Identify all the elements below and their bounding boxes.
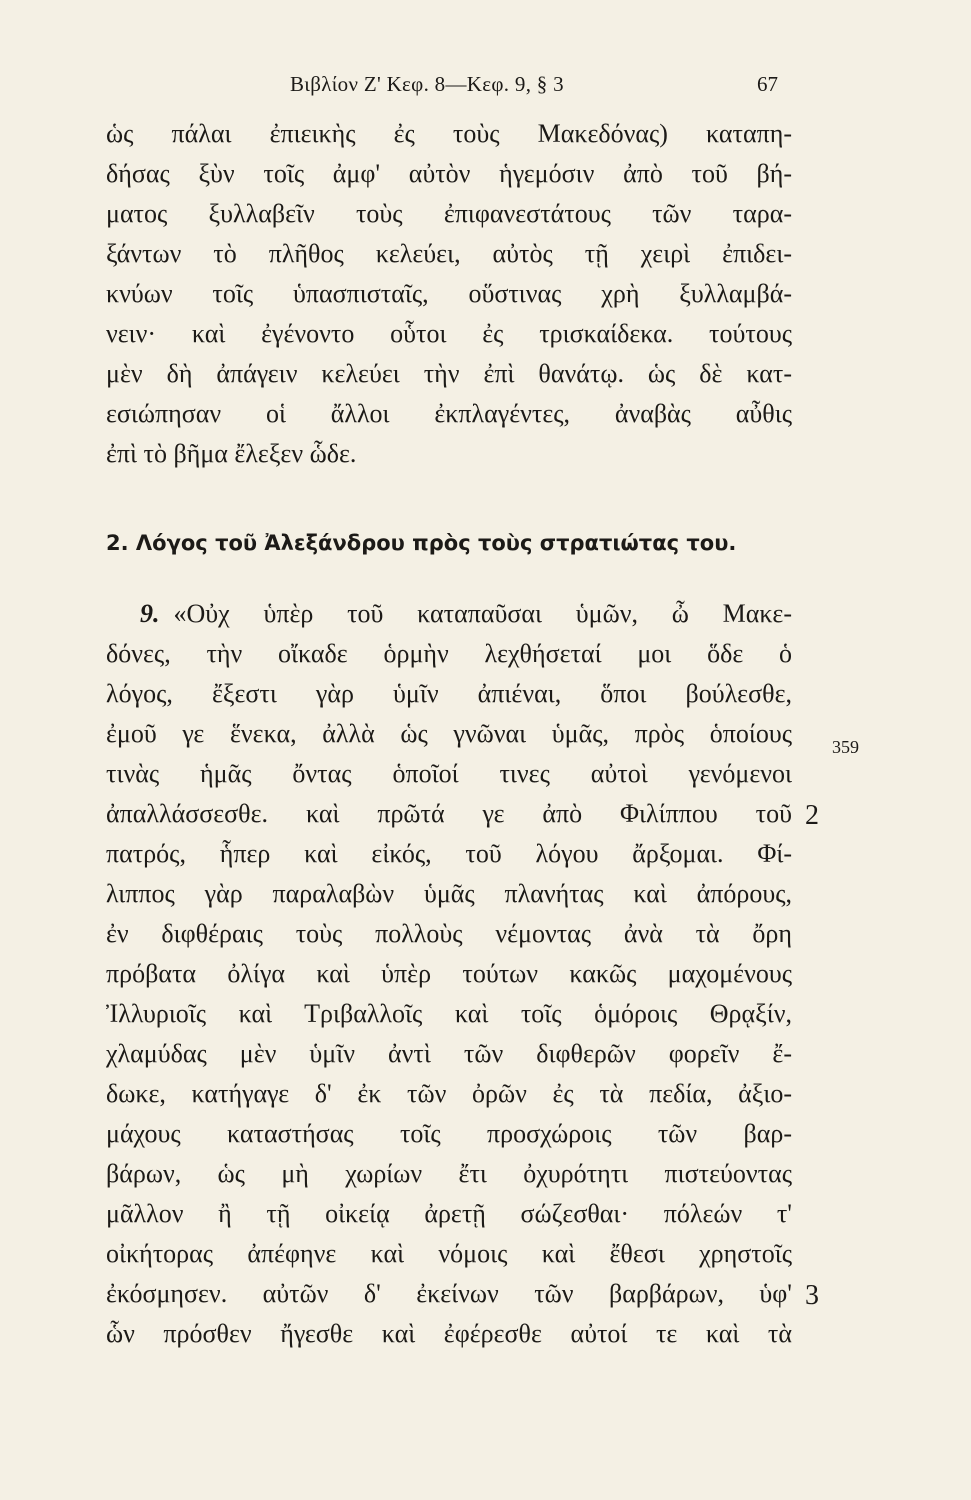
margin-section-number: 2 (805, 800, 819, 831)
text-line: πρόβατα ὀλίγα καὶ ὑπὲρ τούτων κακῶς μαχομένους (106, 959, 792, 988)
text-line: δήσας ξὺν τοῖς ἀμφ' αὐτὸν ἡγεμόσιν ἀπὸ τοῦ βή- (106, 159, 792, 188)
text-line: κνύων τοῖς ὑπασπισταῖς, οὕστινας χρὴ ξυλλαμβά- (106, 279, 792, 308)
text-line: λιππος γὰρ παραλαβὼν ὑμᾶς πλανήτας καὶ ἀπόρους, (106, 879, 792, 908)
chapter-first-line (140, 597, 792, 631)
text-line: ὡς πάλαι ἐπιεικὴς ἐς τοὺς Μακεδόνας) καταπη- (106, 119, 792, 148)
text-line: δόνες, τὴν οἴκαδε ὁρμὴν λεχθήσεταί μοι ὅδε ὁ (106, 639, 792, 668)
chapter-first-line-text: «Οὐχ ὑπὲρ τοῦ καταπαῦσαι ὑμῶν, ὦ Μακε- (173, 599, 792, 628)
text-line: χλαμύδας μὲν ὑμῖν ἀντὶ τῶν διφθερῶν φορεῖν ἔ- (106, 1039, 792, 1068)
text-line: ξάντων τὸ πλῆθος κελεύει, αὐτὸς τῇ χειρὶ ἐπιδει- (106, 239, 792, 268)
margin-reference-number: 359 (832, 737, 859, 757)
text-line: νειν· καὶ ἐγένοντο οὗτοι ἐς τρισκαίδεκα. τούτους (106, 319, 792, 348)
text-line: τινὰς ἡμᾶς ὄντας ὁποῖοί τινες αὐτοὶ γενόμενοι (106, 759, 792, 788)
text-line: ἐπὶ τὸ βῆμα ἔλεξεν ὧδε. (106, 439, 357, 468)
margin-section-number: 3 (805, 1280, 819, 1311)
text-line: μάχους καταστήσας τοῖς προσχώροις τῶν βαρ- (106, 1119, 792, 1148)
text-line: ἐκόσμησεν. αὐτῶν δ' ἐκείνων τῶν βαρβάρων, ὑφ' (106, 1279, 792, 1308)
text-line: δωκε, κατήγαγε δ' ἐκ τῶν ὀρῶν ἐς τὰ πεδία, ἀξιο- (106, 1079, 792, 1108)
text-line: ἐμοῦ γε ἕνεκα, ἀλλὰ ὡς γνῶναι ὑμᾶς, πρὸς ὁποίους (106, 719, 792, 748)
chapter-number: 9. (140, 599, 160, 628)
text-line: πατρός, ἧπερ καὶ εἰκός, τοῦ λόγου ἄρξομαι. Φί- (106, 839, 792, 868)
text-line: ἐν διφθέραις τοὺς πολλοὺς νέμοντας ἀνὰ τὰ ὄρη (106, 919, 792, 948)
text-line: μὲν δὴ ἀπάγειν κελεύει τὴν ἐπὶ θανάτῳ. ὡς δὲ κατ- (106, 359, 792, 388)
text-line: ἀπαλλάσσεσθε. καὶ πρῶτά γε ἀπὸ Φιλίππου τοῦ (106, 799, 792, 828)
text-line: οἰκήτορας ἀπέφηνε καὶ νόμοις καὶ ἔθεσι χρηστοῖς (106, 1239, 792, 1268)
text-line: βάρων, ὡς μὴ χωρίων ἔτι ὀχυρότητι πιστεύοντας (106, 1159, 792, 1188)
text-line: Ἰλλυριοῖς καὶ Τριβαλλοῖς καὶ τοῖς ὁμόροις Θρᾳξίν, (106, 999, 792, 1028)
text-line: ὧν πρόσθεν ἤγεσθε καὶ ἐφέρεσθε αὐτοί τε καὶ τὰ (106, 1319, 792, 1348)
text-line: ματος ξυλλαβεῖν τοὺς ἐπιφανεστάτους τῶν ταρα- (106, 199, 792, 228)
section-heading: 2. Λόγος τοῦ Ἀλεξάνδρου πρὸς τοὺς στρατιώτας του. (106, 531, 737, 555)
running-head: Βιβλίον Ζ' Κεφ. 8—Κεφ. 9, § 3 (290, 72, 564, 96)
text-line: εσιώπησαν οἱ ἄλλοι ἐκπλαγέντες, ἀναβὰς αὖθις (106, 399, 792, 428)
text-line: λόγος, ἔξεστι γὰρ ὑμῖν ἀπιέναι, ὅποι βούλεσθε, (106, 679, 792, 708)
text-line: μᾶλλον ἢ τῇ οἰκείᾳ ἀρετῇ σώζεσθαι· πόλεών τ' (106, 1199, 792, 1228)
page-number: 67 (757, 72, 778, 96)
